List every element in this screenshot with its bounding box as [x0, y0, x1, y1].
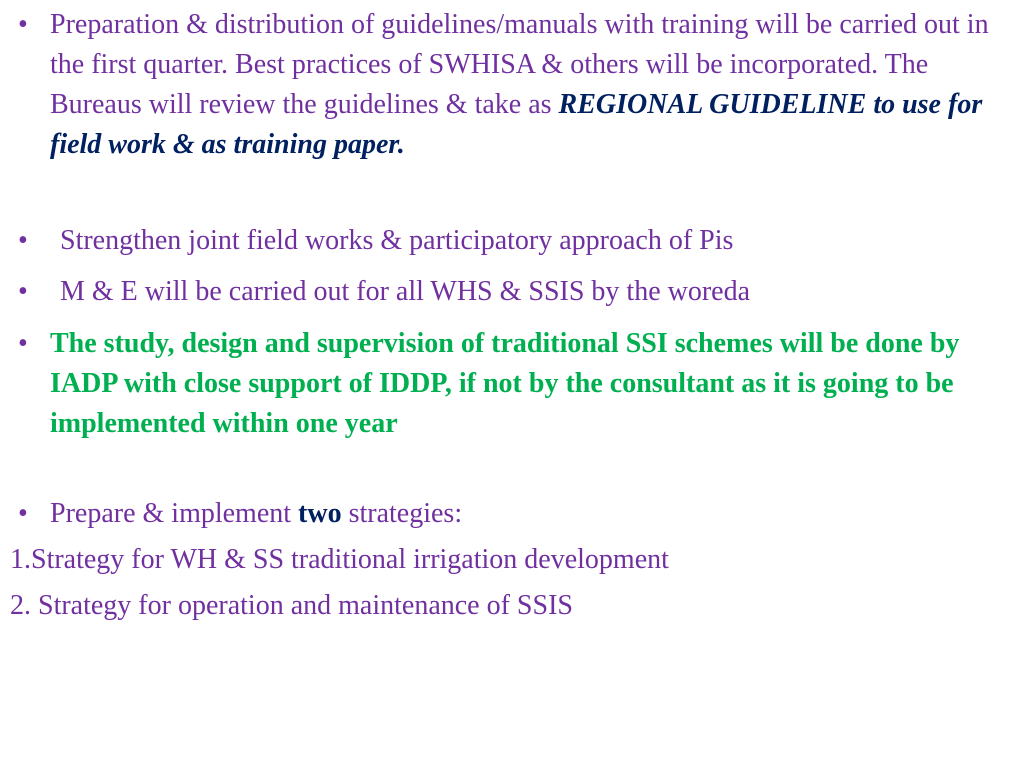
regional-guideline-emphasis: REGIONAL GUIDELINE to use for field work & as training paper. — [50, 89, 983, 160]
two-emphasis: two — [298, 498, 342, 529]
bullet-strategies-text-a: Prepare & implement — [50, 498, 299, 529]
bullet-strategies-text-c: strategies: — [341, 498, 463, 529]
bullet-joint-field-works-text: Strengthen joint field works & participatory approach of Pis — [60, 225, 734, 256]
bullet-study-design-text: The study, design and supervision of traditional SSI schemes will be done by IADP with close support of IDDP, if not by the consultant as it is going to be implemented within one year — [50, 328, 960, 439]
bullet-joint-field-works — [0, 221, 1024, 261]
bullet-guidelines-text: Preparation & distribution of guidelines/manuals with training will be carried out in the first quarter. Best practices of SWHISA & others will be incorporated. The Bureaus will review the guidelines & take as — [50, 9, 989, 120]
bullet-m-and-e — [0, 272, 1024, 312]
bullet-study-design — [0, 324, 1024, 444]
bullet-guidelines — [0, 5, 1024, 165]
strategy-item-1: 1.Strategy for WH & SS traditional irrigation development — [10, 544, 669, 575]
bullet-strategies — [0, 494, 1024, 534]
bullet-m-and-e-text: M & E will be carried out for all WHS & SSIS by the woreda — [60, 276, 751, 307]
strategy-item-2: 2. Strategy for operation and maintenance of SSIS — [10, 590, 573, 621]
